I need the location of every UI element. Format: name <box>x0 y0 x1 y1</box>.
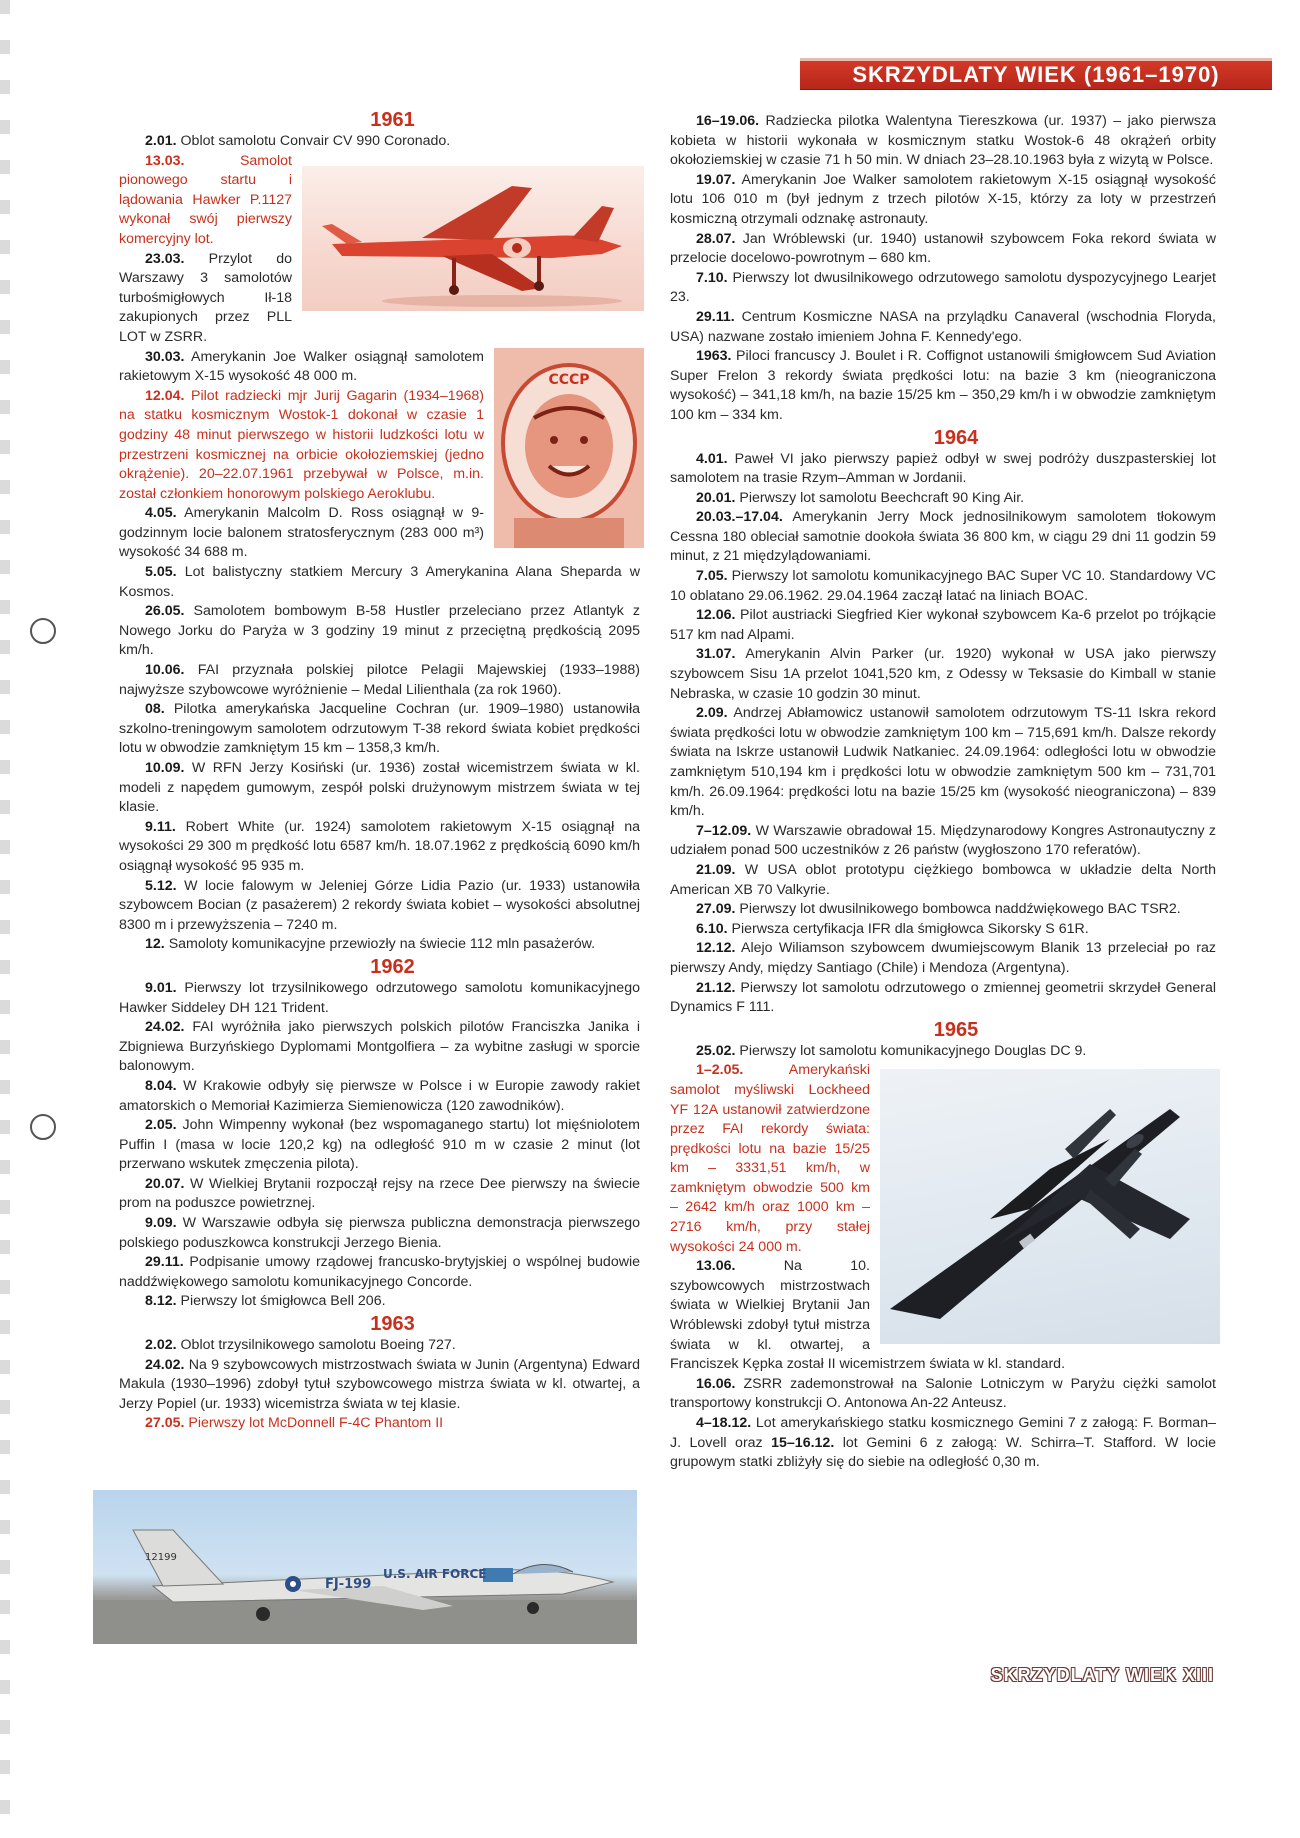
year-heading-1965: 1965 <box>933 1018 979 1041</box>
page-footer: SKRZYDLATY WIEK XIII <box>990 1665 1214 1685</box>
hawker-p1127-photo <box>302 166 644 311</box>
year-heading-1963: 1963 <box>370 1313 415 1336</box>
entry: 1–2.05. Amerykański samolot myśliwski Lockheed YF 12A ustanowił zatwierdzone przez FAI rekordy świata: prędkości lotu na bazie 15/25 km – 3331,51 km/h, w zamkniętym obwodzie 500 km – 2642 km/h oraz 1000 km – 2716 km/h, przy stałej wysokości 24 000 m. <box>670 1062 870 1255</box>
punch-hole <box>30 618 56 644</box>
lockheed-yf12a-photo <box>880 1069 1220 1344</box>
entry: 16–19.06. Radziecka pilotka Walentyna Tiereszkowa (ur. 1937) – jako pierwsza kobieta w historii wykonała w kosmicznym statku Wostok-6 48 okrążeń orbity okołoziemskiej w czasie 71 h 50 min. W dniach 23–28.10.1963 była z wizytą w Polsce. <box>670 113 1216 169</box>
year-heading-1962: 1962 <box>370 955 415 978</box>
entry: 12. Samoloty komunikacyjne przewiozły na świecie 112 mln pasażerów. <box>145 936 596 953</box>
entry: 4–18.12. Lot amerykańskiego statku kosmicznego Gemini 7 z załogą: F. Borman–J. Lovell oraz 15–16.12. lot Gemini 6 z załogą: W. Schirra–T. Stafford. W locie grupowym statki zbliżyły się do siebie na odległość 0,30 m. <box>670 1415 1217 1471</box>
entry: 7–12.09. W Warszawie obradował 15. Międzynarodowy Kongres Astronautyczny z udziałem ponad 500 uczestników z 26 państw (wygłoszono 170 referatów). <box>670 822 1216 859</box>
right-column <box>670 112 1216 1473</box>
entry: 24.02. Na 9 szybowcowych mistrzostwach świata w Junin (Argentyna) Edward Makula (1930–1996) zdobył tytuł szybowcowego mistrza świata w kl. otwartej, a Jerzy Popiel (ur. 1933) wicemistrza świata w tej klasie. <box>119 1356 640 1412</box>
entry: 31.07. Amerykanin Alvin Parker (ur. 1920) wykonał w USA jako pierwszy szybowcem Sisu 1A przelot 1041,520 km, z Odessy w Teksasie do Kimball w stanie Nebraska, w czasie 10 godzin 30 minut. <box>670 646 1216 702</box>
entry: 4.01. Paweł VI jako pierwszy papież odbył w swej podróży duszpasterskiej lot samolotem na trasie Rzym–Amman w Jordanii. <box>670 450 1216 487</box>
entry: 2.05. John Wimpenny wykonał (bez wspomaganego startu) lot mięśniolotem Puffin I (masa w locie 120,2 kg) na odległość 910 m w czasie 2 minut (lot przerwano wskutek zmęczenia pilota). <box>119 1117 640 1173</box>
phantom-marking: U.S. AIR FORCE <box>383 1567 487 1581</box>
yf12a-illustration <box>880 1069 1220 1344</box>
entry: 2.09. Andrzej Abłamowicz ustanowił samolotem odrzutowym TS-11 Iskra rekord świata prędkości lotu w obwodzie zamkniętym 100 km – 715,691 km/h. Dalsze rekordy świata na Iskrze ustanowił Ludwik Natkaniec. 24.09.1964: odległości lotu w obwodzie zamkniętym 510,194 km i prędkości lotu w obwodzie zamkniętym 500 km – 731,701 km/h. 26.09.1964: prędkości lotu na bazie 15/25 km (wysokość nieograniczona) – 839 km/h. <box>670 705 1216 820</box>
entry: 27.05. Pierwszy lot McDonnell F-4C Phantom II <box>145 1415 444 1432</box>
year-heading-1961: 1961 <box>370 109 415 131</box>
entry: 12.04. Pilot radziecki mjr Jurij Gagarin (1934–1968) na statku kosmicznym Wostok-1 dokonał w czasie 1 godziny 48 minut pierwszego w historii ludzkości lotu w przestrzeni kosmicznej na orbicie okołoziemskiej (jedno okrążenie). 20–22.07.1961 przebywał w Polsce, m.in. został członkiem honorowym polskiego Aeroklubu. <box>119 387 484 502</box>
entry: 12.06. Pilot austriacki Siegfried Kier wykonał szybowcem Ka-6 przelot po trójkącie 517 km nad Alpami. <box>670 607 1216 643</box>
phantom-f4c-photo <box>93 1490 637 1644</box>
entry: 5.12. W locie falowym w Jeleniej Górze Lidia Pazio (ur. 1933) ustanowiła szybowcem Bocian (z pasażerem) 2 rekordy świata kobiet – wysokości absolutnej 8300 m i przewyższenia – 7240 m. <box>119 877 640 933</box>
year-heading-1964: 1964 <box>933 426 979 449</box>
entry: 12.12. Alejo Wiliamson szybowcem dwumiejscowym Blanik 13 przeleciał po raz pierwszy Andy, między Santiago (Chile) i Mendoza (Argentyna). <box>670 940 1216 976</box>
entry: 26.05. Samolotem bombowym B-58 Hustler przeleciano przez Atlantyk z Nowego Jorku do Paryża w 3 godziny 19 minut z przeciętną prędkością 2095 km/h. <box>119 603 640 659</box>
entry: 16.06. ZSRR zademonstrował na Salonie Lotniczym w Paryżu ciężki samolot transportowy konstrukcji O. Antonowa An-22 Anteusz. <box>670 1375 1216 1412</box>
entry: 9.01. Pierwszy lot trzysilnikowego odrzutowego samolotu komunikacyjnego Hawker Siddeley DH 121 Trident. <box>119 979 640 1016</box>
entry: 29.11. Centrum Kosmiczne NASA na przylądku Canaveral (wschodnia Floryda, USA) nazwane zostało imieniem Johna F. Kennedy'ego. <box>670 308 1216 345</box>
entry: 6.10. Pierwsza certyfikacja IFR dla śmigłowca Sikorsky S 61R. <box>696 920 1089 937</box>
entry: 8.12. Pierwszy lot śmigłowca Bell 206. <box>145 1293 386 1310</box>
entry: 7.05. Pierwszy lot samolotu komunikacyjnego BAC Super VC 10. Standardowy VC 10 oblatano 29.06.1962. 29.04.1964 zaczął latać na liniach BOAC. <box>670 568 1216 604</box>
punch-hole <box>30 1114 56 1140</box>
entry: 7.10. Pierwszy lot dwusilnikowego odrzutowego samolotu dyspozycyjnego Learjet 23. <box>670 269 1216 306</box>
entry: 20.01. Pierwszy lot samolotu Beechcraft 90 King Air. <box>696 489 1025 506</box>
gagarin-illustration <box>494 348 644 548</box>
entry: 28.07. Jan Wróblewski (ur. 1940) ustanowił szybowcem Foka rekord świata w przelocie docelowo-powrotnym – 680 km. <box>670 230 1217 267</box>
entry: 20.03.–17.04. Amerykanin Jerry Mock jednosilnikowym samolotem tłokowym Cessna 180 obleciał samotnie dookoła świata 36 800 km, w ciągu 29 dni 11 godzin 59 minut, z 21 międzylądowaniami. <box>670 509 1216 565</box>
svg-text:СССР: СССР <box>548 371 590 388</box>
entry: 23.03. Przylot do Warszawy 3 samolotów turbośmigłowych Ił-18 zakupionych przez PLL LOT w ZSRR. <box>119 250 292 345</box>
entry: 4.05. Amerykanin Malcolm D. Ross osiągnął w 9-godzinnym locie balonem stratosferycznym (283 000 m³) wysokość 34 688 m. <box>119 505 484 561</box>
entry: 25.02. Pierwszy lot samolotu komunikacyjnego Douglas DC 9. <box>696 1042 1087 1059</box>
entry: 24.02. FAI wyróżniła jako pierwszych polskich pilotów Franciszka Janika i Zbigniewa Burzyńskiego Dyplomami Montgolfiera – za wybitne zasługi w sporcie balonowym. <box>119 1019 640 1075</box>
phantom-tail-number: 12199 <box>145 1552 177 1563</box>
entry: 8.04. W Krakowie odbyły się pierwsze w Polsce i w Europie zawody rakiet amatorskich o Memoriał Kazimierza Siemienowicza (120 zawodników). <box>119 1077 640 1114</box>
entry: 21.09. W USA oblot prototypu ciężkiego bombowca w układzie delta North American XB 70 Valkyrie. <box>670 861 1216 898</box>
entry: 2.02. Oblot trzysilnikowego samolotu Boeing 727. <box>145 1337 456 1354</box>
entry: 9.09. W Warszawie odbyła się pierwsza publiczna demonstracja pierwszego polskiego poduszkowca konstrukcji Jerzego Bienia. <box>119 1215 641 1251</box>
entry: 19.07. Amerykanin Joe Walker samolotem rakietowym X-15 osiągnął wysokość lotu 106 010 m (był jednym z trzech pilotów X-15, którzy za loty w przestrzeń kosmiczną otrzymali odznakę astronauty. <box>670 171 1216 227</box>
left-column <box>119 108 640 1434</box>
entry: 08. Pilotka amerykańska Jacqueline Cochran (ur. 1909–1980) ustanowiła szkolno-treningowym samolotem odrzutowym T-38 rekord świata kobiet prędkości lotu w obwodzie zamkniętym 15 km – 1358,3 km/h. <box>119 701 640 757</box>
entry: 30.03. Amerykanin Joe Walker osiągnął samolotem rakietowym X-15 wysokość 48 000 m. <box>119 348 484 385</box>
entry: 13.03. Samolot pionowego startu i lądowania Hawker P.1127 wykonał swój pierwszy komercyjny lot. <box>119 152 292 247</box>
entry: 20.07. W Wielkiej Brytanii rozpoczął rejsy na rzece Dee pierwszy na świecie prom na poduszce powietrznej. <box>119 1175 640 1212</box>
hawker-p1127-illustration <box>302 166 644 311</box>
entry: 21.12. Pierwszy lot samolotu odrzutowego o zmiennej geometrii skrzydeł General Dynamics F 111. <box>670 979 1216 1016</box>
entry: 2.01. Oblot samolotu Convair CV 990 Coronado. <box>145 133 451 149</box>
phantom-serial: FJ-199 <box>325 1577 372 1592</box>
phantom-illustration <box>93 1490 637 1644</box>
entry: 27.09. Pierwszy lot dwusilnikowego bombowca naddźwiękowego BAC TSR2. <box>696 901 1181 918</box>
binding-edge <box>0 0 10 1838</box>
entry: 29.11. Podpisanie umowy rządowej francusko-brytyjskiej o wspólnej budowie naddźwiękowego samolotu komunikacyjnego Concorde. <box>119 1254 640 1290</box>
entry: 1963. Piloci francuscy J. Boulet i R. Coffignot ustanowili śmigłowcem Sud Aviation Super Frelon 3 rekordy świata prędkości lotu: na bazie 3 km (nieograniczona wysokość) – 341,18 km/h, na bazie 15/25 km – 350,29 km/h i w obwodzie zamkniętym 100 km – 334 km. <box>670 348 1216 423</box>
entry: 9.11. Robert White (ur. 1924) samolotem rakietowym X-15 osiągnął na wysokości 29 300 m prędkość lotu 6587 km/h. 18.07.1962 z prędkością 6090 km/h osiągnął wysokość 95 935 m. <box>119 818 640 874</box>
entry: 10.09. W RFN Jerzy Kosiński (ur. 1936) został wicemistrzem świata w kl. modeli z napędem gumowym, zespół polski drużynowym mistrzem świata w tej klasie. <box>119 760 640 816</box>
entry: 5.05. Lot balistyczny statkiem Mercury 3 Amerykanina Alana Sheparda w Kosmos. <box>119 564 640 600</box>
entry: 10.06. FAI przyznała polskiej pilotce Pelagii Majewskiej (1933–1988) najwyższe szybowcowe wyróżnienie – Medal Lilienthala (za rok 1960). <box>119 662 640 698</box>
section-header: SKRZYDLATY WIEK (1961–1970) <box>800 58 1272 89</box>
gagarin-portrait <box>494 348 644 548</box>
entry: 13.06. Na 10. szybowcowych mistrzostwach świata w Wielkiej Brytanii Jan Wróblewski zdobył tytuł mistrza świata w kl. otwartej, a Franciszek Kępka został II wicemistrzem świata w kl. standard. <box>670 1258 1066 1373</box>
